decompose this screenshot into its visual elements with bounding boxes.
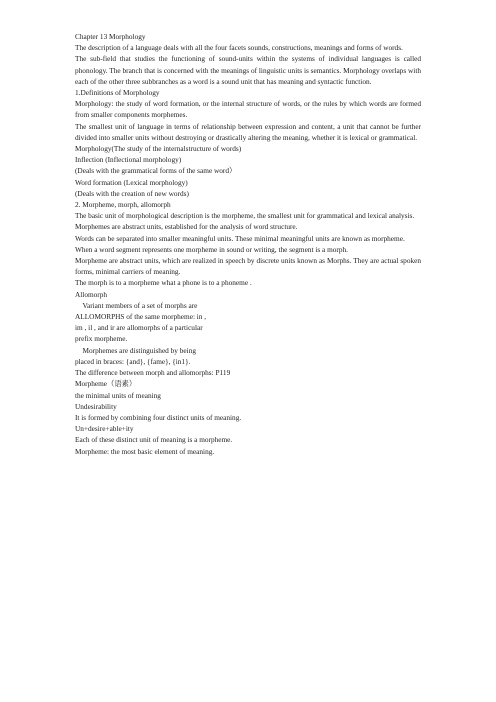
text-line: Each of these distinct unit of meaning is a morpheme. xyxy=(75,435,233,445)
text-line: The difference between morph and allomorphs: P119 xyxy=(75,368,231,378)
text-line: ALLOMORPHS of the same morpheme: in , xyxy=(75,312,207,322)
document-body xyxy=(75,31,421,457)
text-line: the minimal units of meaning xyxy=(75,390,161,400)
paragraph: The basic unit of morphological description is the morpheme, the smallest unit for grammatical and lexical analysis. xyxy=(75,211,415,221)
paragraph: Morphology: the study of word formation, or the internal structure of words, or the rules by which words are formed from smaller components morphemes. xyxy=(75,99,421,120)
section-heading: 2. Morpheme, morph, allomorph xyxy=(75,200,171,210)
text-line: prefix morpheme. xyxy=(75,334,128,344)
text-line: im , il , and ir are allomorphs of a particular xyxy=(75,323,203,333)
paragraph: Morpheme are abstract units, which are realized in speech by discrete units known as Morphs. They are actual spoken forms, minimal carriers of meaning. xyxy=(75,256,421,277)
section-heading: 1.Definitions of Morphology xyxy=(75,88,160,98)
text-line: Morpheme: the most basic element of meaning. xyxy=(75,446,215,456)
paragraph: The sub-field that studies the functioning of sound-units within the systems of individual languages is called phonology. The branch that is concerned with the meanings of linguistic units is semantics. Morphology overlaps with each of the other three subbranches as a word is a sound unit that has meaning and syntactic function. xyxy=(75,54,421,86)
text-line: placed in braces: {and}, {fame}, {in1}. xyxy=(75,356,191,366)
text-line: Word formation (Lexical morphology) xyxy=(75,177,188,187)
text-line: Un+desire+able+ity xyxy=(75,424,134,434)
text-line: Allomorph xyxy=(75,289,108,299)
text-line: Morphology(The study of the internalstructure of words) xyxy=(75,144,242,154)
paragraph: The smallest unit of language in terms of relationship between expression and content, a unit that cannot be further divided into smaller units without destroying or drastically altering the meaning, whether it is lexical or grammatical. xyxy=(75,121,421,142)
text-line: When a word segment represents one morpheme in sound or writing, the segment is a morph. xyxy=(75,244,348,254)
text-line: (Deals with the creation of new words) xyxy=(75,188,189,198)
chapter-heading: Chapter 13 Morphology xyxy=(75,32,146,41)
bullet-line: Variant members of a set of morphs are xyxy=(75,300,190,310)
bullet-line: Morphemes are distinguished by being xyxy=(75,345,189,355)
text-line: Morpheme（语素） xyxy=(75,379,137,389)
paragraph: The description of a language deals with all the four facets sounds, constructions, meanings and forms of words. xyxy=(75,43,403,53)
text-line: The morph is to a morpheme what a phone is to a phoneme . xyxy=(75,278,252,288)
text-line: (Deals with the grammatical forms of the same word） xyxy=(75,166,237,176)
paragraph: Words can be separated into smaller meaningful units. These minimal meaningful units are known as morpheme. xyxy=(75,233,405,243)
text-line: Undesirability xyxy=(75,401,117,411)
text-line: Morphemes are abstract units, established for the analysis of word structure. xyxy=(75,222,298,232)
text-line: It is formed by combining four distinct units of meaning. xyxy=(75,412,242,422)
text-line: Inflection (Inflectional morphology) xyxy=(75,155,182,165)
